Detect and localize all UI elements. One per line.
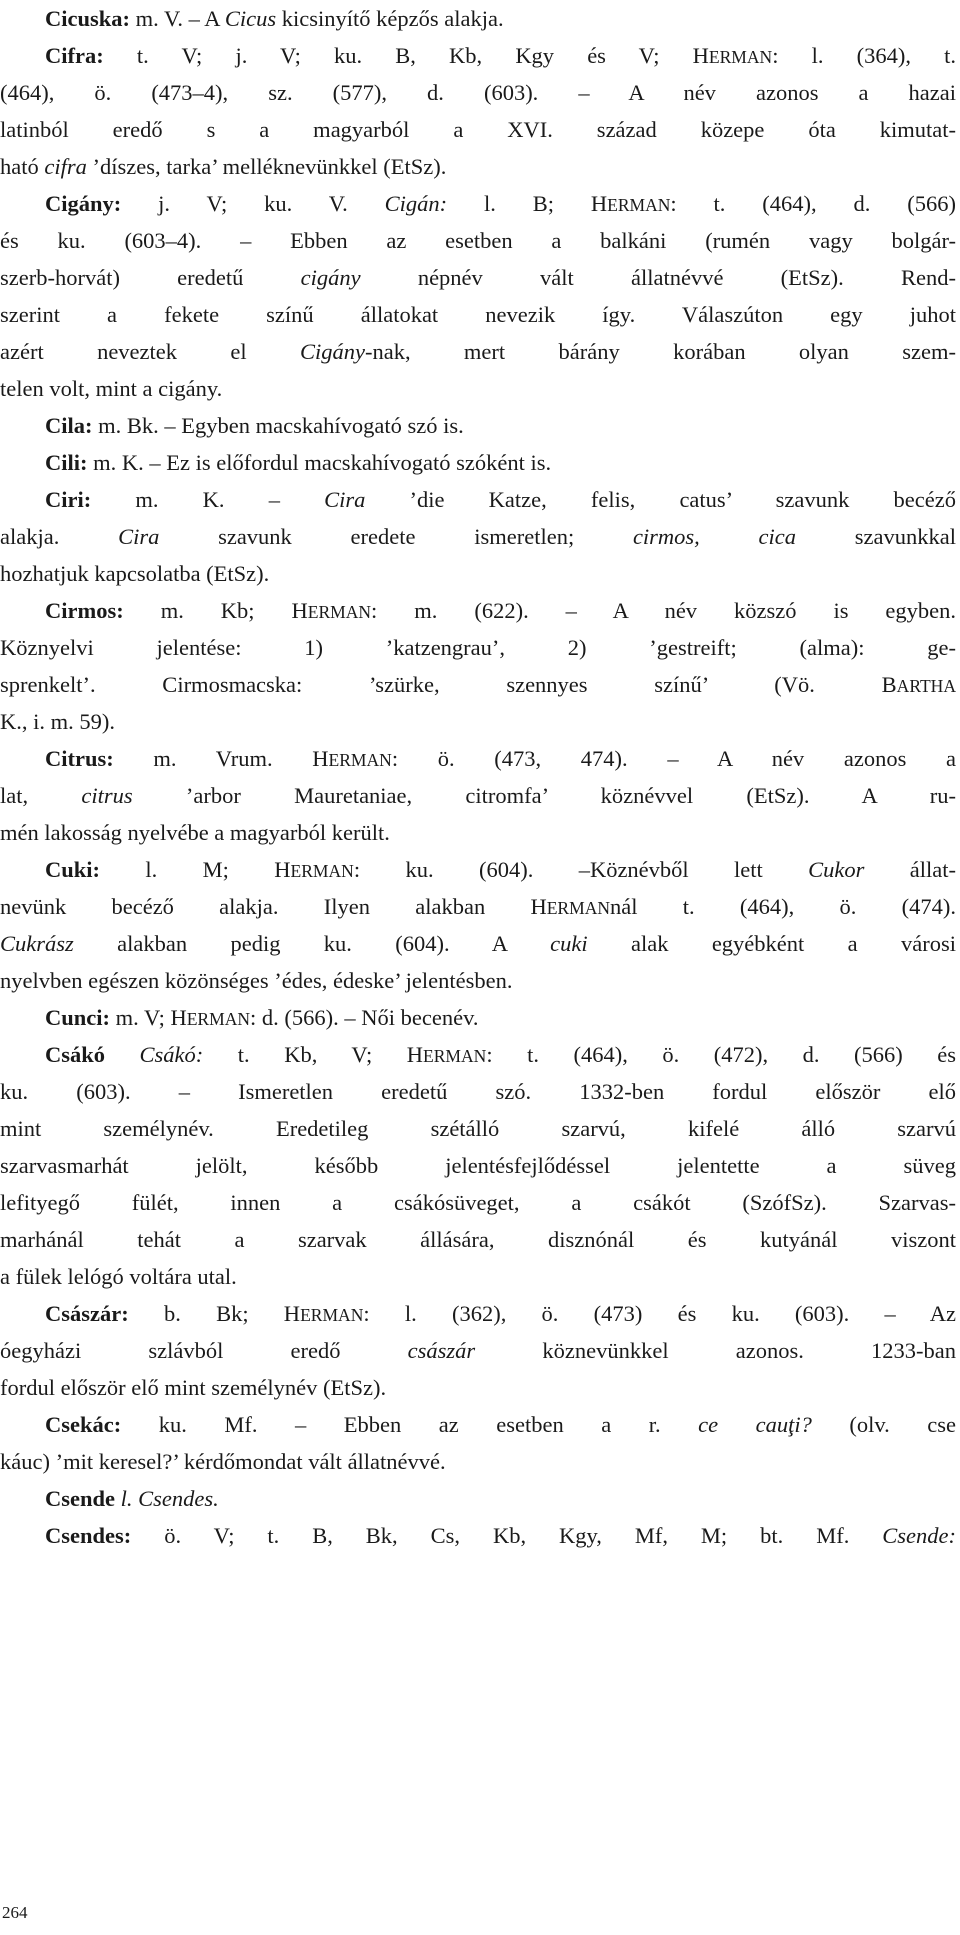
dictionary-entry-cigany <box>0 185 960 407</box>
dictionary-entry-cuki <box>0 851 960 999</box>
entry-headword: Cicuska: <box>45 6 131 31</box>
dictionary-entry-csekac <box>0 1406 960 1480</box>
entry-line: Csende l. Csendes. <box>45 1486 219 1511</box>
dictionary-entry-cili <box>0 444 960 481</box>
entry-line: szerint a fekete színű állatokat nevezik így. Válaszúton egy juhot <box>0 302 956 327</box>
entry-line: lat, citrus ’arbor Mauretaniae, citromfa’ köznévvel (EtSz). A ru- <box>0 783 956 808</box>
entry-line: Cuki: l. M; HERMAN: ku. (604). –Köznévből lett Cukor állat- <box>45 857 956 882</box>
entry-line: Cicuska: m. V. – A Cicus kicsinyítő képzős alakja. <box>45 6 504 31</box>
entry-line: Cila: m. Bk. – Egyben macskahívogató szó is. <box>45 413 464 438</box>
entry-line: (464), ö. (473–4), sz. (577), d. (603). – A név azonos a hazai <box>0 80 956 105</box>
page-number: 264 <box>2 1903 28 1922</box>
dictionary-entry-cunci <box>0 999 960 1036</box>
entry-line: Cunci: m. V; HERMAN: d. (566). – Női becenév. <box>45 1005 479 1030</box>
entry-line: ható cifra ’díszes, tarka’ melléknevünkkel (EtSz). <box>0 154 447 179</box>
entry-line: a fülek lelógó voltára utal. <box>0 1264 237 1289</box>
entry-line: szerb-horvát) eredetű cigány népnév vált állatnévvé (EtSz). Rend- <box>0 265 956 290</box>
entry-line: azért neveztek el Cigány-nak, mert bárány korában olyan szem- <box>0 339 956 364</box>
entry-line: K., i. m. 59). <box>0 709 115 734</box>
entry-line: marhánál tehát a szarvak állására, disznónál és kutyánál viszont <box>0 1227 956 1252</box>
entry-line: telen volt, mint a cigány. <box>0 376 223 401</box>
entry-headword: Cigány: <box>45 191 122 216</box>
entry-line: Cirmos: m. Kb; HERMAN: m. (622). – A név közszó is egyben. <box>45 598 957 623</box>
entry-line: Csekác: ku. Mf. – Ebben az esetben a r. ce cauţi? (olv. cse <box>45 1412 956 1437</box>
entry-headword: Csákó <box>45 1042 106 1067</box>
entry-line: hozhatjuk kapcsolatba (EtSz). <box>0 561 270 586</box>
entry-line: mint személynév. Eredetileg szétálló szarvú, kifelé álló szarvú <box>0 1116 956 1141</box>
entry-line: Csákó Csákó: t. Kb, V; HERMAN: t. (464), ö. (472), d. (566) és <box>45 1042 957 1067</box>
entry-headword: Cili: <box>45 450 88 475</box>
entry-line: lefityegő fülét, innen a csákósüveget, a csákót (SzófSz). Szarvas- <box>0 1190 956 1215</box>
entry-line: Cifra: t. V; j. V; ku. B, Kb, Kgy és V; HERMAN: l. (364), t. <box>45 43 956 68</box>
entry-headword: Csekác: <box>45 1412 122 1437</box>
entry-headword: Cuki: <box>45 857 101 882</box>
entry-line: mén lakosság nyelvébe a magyarból került. <box>0 820 390 845</box>
entry-line: káuc) ’mit keresel?’ kérdőmondat vált állatnévvé. <box>0 1449 446 1474</box>
entry-headword: Ciri: <box>45 487 92 512</box>
entry-line: sprenkelt’. Cirmosmacska: ’szürke, szennyes színű’ (Vö. BARTHA <box>0 672 956 697</box>
entry-line: Cukrász alakban pedig ku. (604). A cuki alak egyébként a városi <box>0 931 956 956</box>
entry-headword: Cila: <box>45 413 93 438</box>
entry-headword: Citrus: <box>45 746 114 771</box>
entry-line: óegyházi szlávból eredő császár köznevünkkel azonos. 1233-ban <box>0 1338 956 1363</box>
entry-line: ku. (603). – Ismeretlen eredetű szó. 1332-ben fordul először elő <box>0 1079 956 1104</box>
dictionary-entry-cirmos <box>0 592 960 740</box>
entry-headword: Csende <box>45 1486 116 1511</box>
dictionary-entry-cicuska <box>0 0 960 37</box>
entry-line: Cigány: j. V; ku. V. Cigán: l. B; HERMAN: t. (464), d. (566) <box>45 191 956 216</box>
entry-headword: Csendes: <box>45 1523 132 1548</box>
entry-line: és ku. (603–4). – Ebben az esetben a balkáni (rumén vagy bolgár- <box>0 228 956 253</box>
entry-line: fordul először elő mint személynév (EtSz). <box>0 1375 387 1400</box>
entry-line: szarvasmarhát jelölt, később jelentésfejlődéssel jelentette a süveg <box>0 1153 956 1178</box>
dictionary-entry-citrus <box>0 740 960 851</box>
entry-line: Csendes: ö. V; t. B, Bk, Cs, Kb, Kgy, Mf, M; bt. Mf. Csende: <box>45 1523 956 1548</box>
dictionary-entry-cila <box>0 407 960 444</box>
entry-headword: Cirmos: <box>45 598 124 623</box>
dictionary-entry-ciri <box>0 481 960 592</box>
dictionary-entry-cifra <box>0 37 960 185</box>
entry-line: nevünk becéző alakja. Ilyen alakban HERMANnál t. (464), ö. (474). <box>0 894 956 919</box>
dictionary-entry-csaszar <box>0 1295 960 1406</box>
entry-headword: Császár: <box>45 1301 129 1326</box>
entry-line: Cili: m. K. – Ez is előfordul macskahívogató szóként is. <box>45 450 552 475</box>
entry-line: latinból eredő s a magyarból a XVI. század közepe óta kimutat- <box>0 117 956 142</box>
entry-headword: Cunci: <box>45 1005 111 1030</box>
entry-line: nyelvben egészen közönséges ’édes, édeske’ jelentésben. <box>0 968 513 993</box>
entry-line: Császár: b. Bk; HERMAN: l. (362), ö. (473) és ku. (603). – Az <box>45 1301 956 1326</box>
entry-line: Ciri: m. K. – Cira ’die Katze, felis, catus’ szavunk becéző <box>45 487 956 512</box>
entry-line: alakja. Cira szavunk eredete ismeretlen; cirmos, cica szavunkkal <box>0 524 956 549</box>
dictionary-entry-csako <box>0 1036 960 1295</box>
dictionary-entry-csende <box>0 1480 960 1517</box>
entry-line: Köznyelvi jelentése: 1) ’katzengrau’, 2) ’gestreift; (alma): ge- <box>0 635 956 660</box>
entry-line: Citrus: m. Vrum. HERMAN: ö. (473, 474). – A név azonos a <box>45 746 956 771</box>
entry-headword: Cifra: <box>45 43 104 68</box>
dictionary-entry-csendes <box>0 1517 960 1554</box>
